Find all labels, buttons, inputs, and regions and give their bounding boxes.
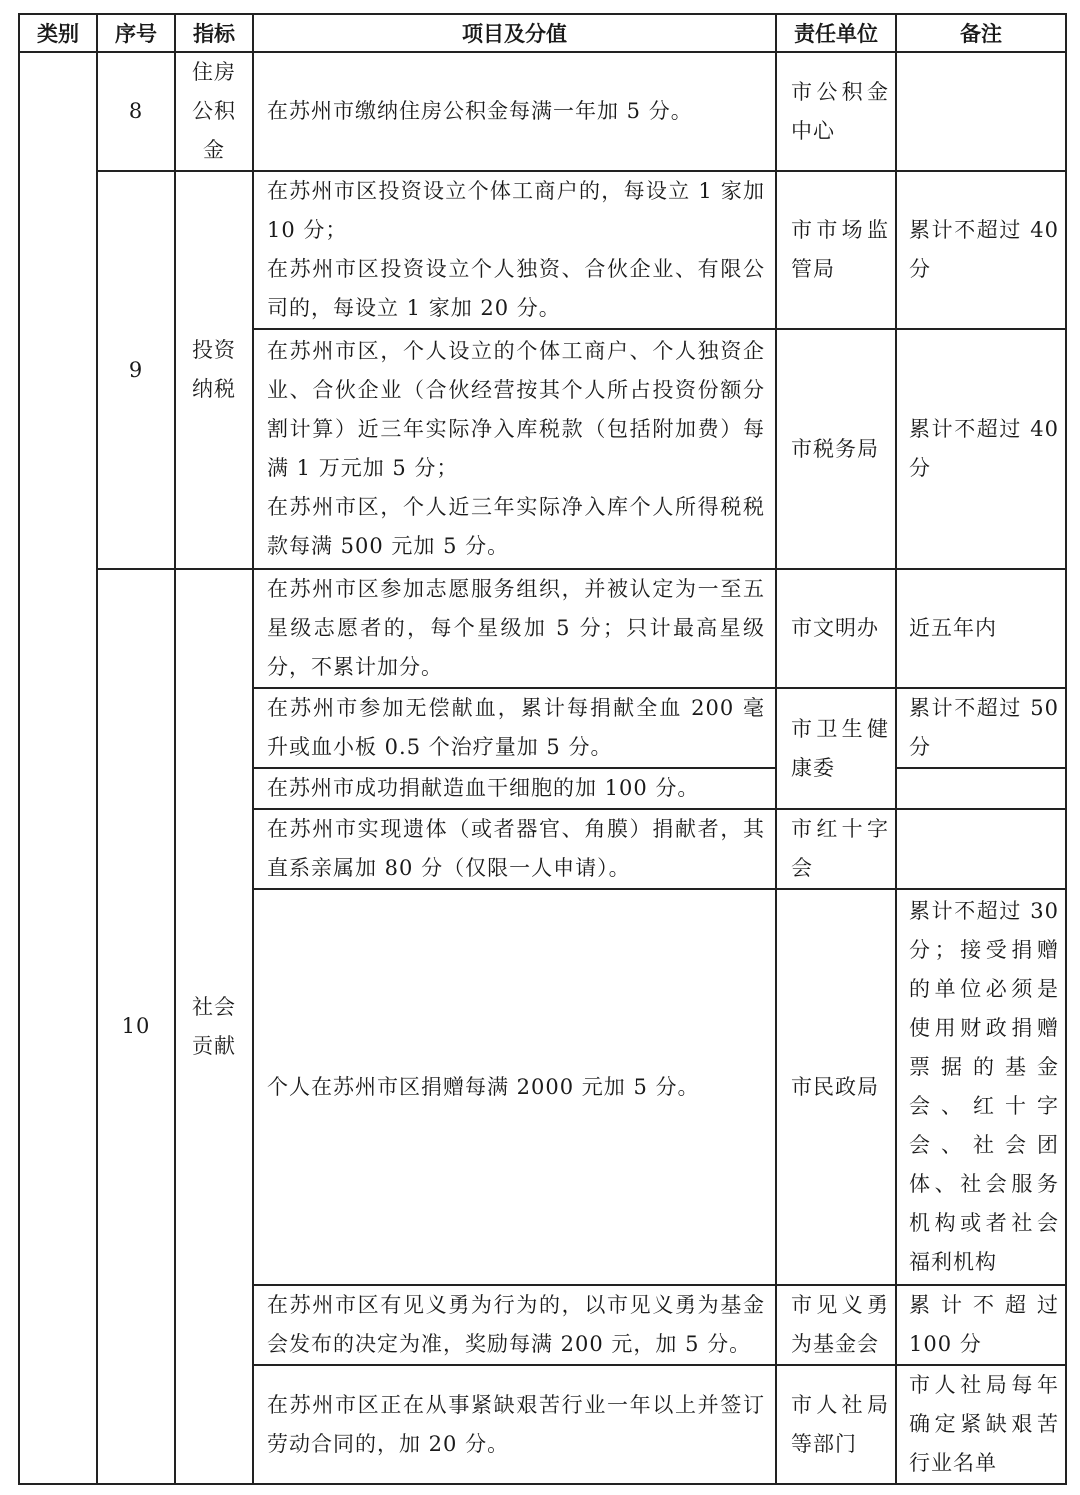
note-cell xyxy=(896,768,1066,809)
unit-cell: 市人社局等部门 xyxy=(776,1365,896,1484)
category-cell xyxy=(19,52,97,1484)
item-paragraph: 在苏州市区，个人近三年实际净入库个人所得税税款每满 500 元加 5 分。 xyxy=(267,495,765,558)
unit-cell: 市红十字会 xyxy=(776,809,896,889)
item-cell: 在苏州市区有见义勇为行为的，以市见义勇为基金会发布的决定为准，奖励每满 200 元，加 5 分。 xyxy=(253,1285,776,1365)
header-number: 序号 xyxy=(97,14,175,52)
row-number: 10 xyxy=(97,569,175,1484)
item-paragraph: 在苏州市区投资设立个体工商户的，每设立 1 家加 10 分； xyxy=(267,179,765,242)
row-number: 9 xyxy=(97,171,175,569)
unit-cell: 市公积金中心 xyxy=(776,52,896,171)
item-cell: 在苏州市区正在从事紧缺艰苦行业一年以上并签订劳动合同的，加 20 分。 xyxy=(253,1365,776,1484)
item-cell: 个人在苏州市区捐赠每满 2000 元加 5 分。 xyxy=(253,889,776,1285)
unit-cell: 市民政局 xyxy=(776,889,896,1285)
indicator-text: 社会贡献 xyxy=(192,994,236,1058)
indicator-cell xyxy=(175,171,253,569)
note-cell: 近五年内 xyxy=(896,569,1066,688)
item-cell: 在苏州市区参加志愿服务组织，并被认定为一至五星级志愿者的，每个星级加 5 分；只计最高星级分，不累计加分。 xyxy=(253,569,776,688)
item-cell xyxy=(253,171,776,329)
note-cell: 累计不超过 30 分；接受捐赠的单位必须是使用财政捐赠票据的基金会、红十字会、社会团体、社会服务机构或者社会福利机构 xyxy=(896,889,1066,1285)
note-cell: 累计不超过 50 分 xyxy=(896,688,1066,768)
note-cell: 市人社局每年确定紧缺艰苦行业名单 xyxy=(896,1365,1066,1484)
item-cell: 在苏州市参加无偿献血，累计每捐献全血 200 毫升或血小板 0.5 个治疗量加 5 分。 xyxy=(253,688,776,768)
row-number: 8 xyxy=(97,52,175,171)
header-indicator: 指标 xyxy=(175,14,253,52)
item-cell: 在苏州市缴纳住房公积金每满一年加 5 分。 xyxy=(253,52,776,171)
unit-cell: 市卫生健康委 xyxy=(776,688,896,809)
item-cell: 在苏州市成功捐献造血干细胞的加 100 分。 xyxy=(253,768,776,809)
header-unit: 责任单位 xyxy=(776,14,896,52)
note-cell xyxy=(896,809,1066,889)
item-cell: 在苏州市实现遗体（或者器官、角膜）捐献者，其直系亲属加 80 分（仅限一人申请）。 xyxy=(253,809,776,889)
item-paragraph: 在苏州市区，个人设立的个体工商户、个人独资企业、合伙企业（合伙经营按其个人所占投资份额分割计算）近三年实际净入库税款（包括附加费）每满 1 万元加 5 分； xyxy=(267,339,765,480)
note-cell: 累计不超过 100 分 xyxy=(896,1285,1066,1365)
header-note: 备注 xyxy=(896,14,1066,52)
table-row xyxy=(19,52,1066,171)
unit-cell: 市市场监管局 xyxy=(776,171,896,329)
indicator-text: 投资纳税 xyxy=(192,338,236,401)
unit-cell: 市文明办 xyxy=(776,569,896,688)
table-row xyxy=(19,171,1066,329)
table-row xyxy=(19,569,1066,688)
item-cell xyxy=(253,329,776,569)
unit-cell: 市税务局 xyxy=(776,329,896,569)
scoring-table xyxy=(18,13,1067,1485)
header-row xyxy=(19,14,1066,52)
indicator-cell xyxy=(175,52,253,171)
note-cell xyxy=(896,52,1066,171)
header-category: 类别 xyxy=(19,14,97,52)
unit-cell: 市见义勇为基金会 xyxy=(776,1285,896,1365)
item-paragraph: 在苏州市区投资设立个人独资、合伙企业、有限公司的，每设立 1 家加 20 分。 xyxy=(267,257,765,320)
header-item: 项目及分值 xyxy=(253,14,776,52)
indicator-cell xyxy=(175,569,253,1484)
note-cell: 累计不超过 40 分 xyxy=(896,171,1066,329)
indicator-text: 住房公积金 xyxy=(192,60,236,162)
note-cell: 累计不超过 40 分 xyxy=(896,329,1066,569)
